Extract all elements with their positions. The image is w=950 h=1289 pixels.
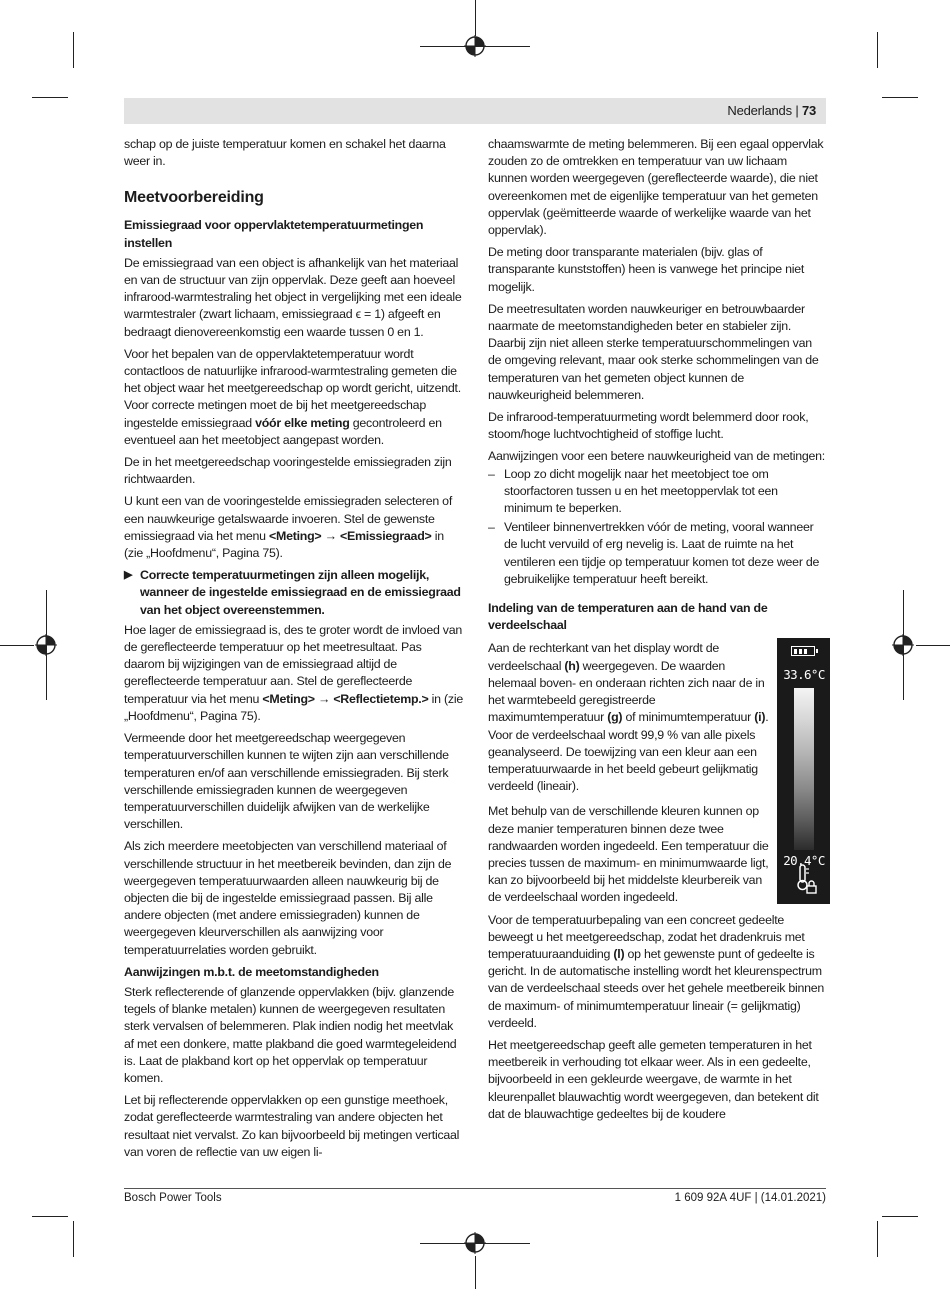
battery-icon bbox=[791, 646, 815, 656]
crop-mark bbox=[73, 32, 74, 68]
paragraph: Let bij reflecterende oppervlakken op een gunstige meethoek, zodat gereflecteerde warmtestraling van andere objecten het resultaat niet vervalst. Zo kan bijvoorbeeld bij metingen verticaal van voren de reflectie van uw eigen li- bbox=[124, 1093, 460, 1159]
crop-mark bbox=[32, 97, 68, 98]
header-language: Nederlands bbox=[727, 103, 792, 118]
paragraph: De in het meetgereedschap vooringestelde emissiegraden zijn richtwaarden. bbox=[124, 455, 452, 487]
footer-brand: Bosch Power Tools bbox=[124, 1192, 222, 1204]
safety-note-text: Correcte temperatuurmetingen zijn alleen mogelijk, wanneer de ingestelde emissiegraad en de emissiegraad van het object overeenstemmen. bbox=[140, 568, 461, 617]
crop-mark bbox=[877, 32, 878, 68]
temperature-scale-figure bbox=[777, 638, 830, 904]
crop-mark bbox=[882, 1216, 918, 1217]
paragraph: Voor het bepalen van de oppervlaktetemperatuur wordt contactloos de natuurlijke infrarood-warmtestraling gemeten die het object waar het meetgereedschap op wordt gericht, uitzendt. Voor correcte metingen moet de bij het meetgereedschap ingestelde emissiegraad vóór elke meting gecontroleerd en eventueel aan het meetobject aangepast worden. bbox=[124, 346, 461, 447]
paragraph: Aan de rechterkant van het display wordt de verdeelschaal (h) weergegeven. De waarden helemaal boven- en onderaan richten zich naar de in het warmtebeeld geregistreerde maximumtemperatuur (g) of minimumtemperatuur (i). Voor de verdeelschaal wordt 99,9 % van alle pixels geanalyseerd. De toewijzing van een kleur aan een temperatuurwaarde in het beeld gebeurt gelijkmatig verdeeld (lineair). bbox=[488, 641, 769, 794]
list-item bbox=[488, 466, 826, 518]
header-bar bbox=[124, 98, 826, 124]
list-item bbox=[488, 519, 826, 588]
paragraph: U kunt een van de vooringestelde emissiegraden selecteren of een nauwkeurige getalswaarde invoeren. Stel de gewenste emissiegraad via het menu <Meting> → <Emissiegraad> in (zie „Hoofdmenu“, Pagina 75). bbox=[124, 494, 453, 561]
list-item-text: Ventileer binnenvertrekken vóór de meting, vooral wanneer de lucht vervuild of erg nevelig is. Laat de ruimte na het ventileren een tijdje op temperatuur komen tot deze weer de gebruikelijke temperatuur heeft bereikt. bbox=[504, 520, 820, 586]
paragraph: Aanwijzingen voor een betere nauwkeurigheid van de metingen: bbox=[488, 449, 825, 464]
subsection-title: Emissiegraad voor oppervlaktetemperatuurmetingen instellen bbox=[124, 218, 424, 250]
max-temperature-label: 33.6°C bbox=[783, 667, 825, 683]
crop-mark bbox=[877, 1221, 878, 1257]
page-number: 73 bbox=[801, 103, 816, 118]
paragraph: De emissiegraad van een object is afhankelijk van het materiaal en van de structuur van zijn oppervlak. Deze geeft aan hoeveel infrarood-warmtestraling het object in vergelijking met een ideale warmtestraler (zwart lichaam, emissiegraad ϵ = 1) afgeeft en bedraagt dienovereenkomstig een waarde tussen 0 en 1. bbox=[124, 255, 462, 339]
paragraph: schap op de juiste temperatuur komen en schakel het daarna weer in. bbox=[124, 137, 446, 169]
right-column bbox=[488, 136, 826, 1128]
page-header bbox=[727, 103, 816, 118]
scale-section bbox=[488, 640, 826, 906]
color-scale-bar bbox=[794, 688, 814, 850]
paragraph: De meting door transparante materialen (bijv. glas of transparante kunststoffen) heen is vanwege het principe niet mogelijk. bbox=[488, 245, 805, 294]
crop-mark bbox=[475, 1256, 476, 1289]
footer-rule bbox=[124, 1188, 826, 1189]
safety-note bbox=[124, 567, 464, 619]
list-dash: – bbox=[488, 520, 495, 535]
crop-mark bbox=[475, 0, 476, 36]
section-title: Meetvoorbereiding bbox=[124, 189, 264, 207]
paragraph: Het meetgereedschap geeft alle gemeten temperaturen in het meetbereik in verhouding tot elkaar weer. Als in een gedeelte, bijvoorbeeld in een gekleurde weergave, de warmte in het kleurenpallet blauwachtig wordt weergegeven, dan betekent dit dat de blauwachtige gedeeltes bij de koudere bbox=[488, 1037, 819, 1121]
subsection-title: Indeling van de temperaturen aan de hand van de verdeelschaal bbox=[488, 601, 768, 633]
paragraph: Voor de temperatuurbepaling van een concreet gedeelte beweegt u het meetgereedschap, zodat het dradenkruis met temperatuuraanduiding (l) op het gewenste punt of gedeelte is gericht. In de automatische instelling wordt het kleurenspectrum van de verdeelschaal steeds over het gehele meetbereik binnen de maximum- of minimumtemperatuur lineair (= gelijkmatig) verdeeld. bbox=[488, 912, 825, 1030]
registration-mark-icon bbox=[35, 634, 57, 656]
crop-mark bbox=[32, 1216, 68, 1217]
paragraph: De meetresultaten worden nauwkeuriger en betrouwbaarder naarmate de meetomstandigheden beter en stabieler zijn. Daarbij zijn niet alleen sterke temperatuurschommelingen van de omgeving relevant, maar ook sterke schommelingen van de temperaturen van het gemeten object kunnen de nauwkeurigheid belemmeren. bbox=[488, 301, 819, 402]
arrow-right-icon: ▶ bbox=[124, 569, 133, 582]
paragraph: Vermeende door het meetgereedschap weergegeven temperatuurverschillen kunnen te wijten zijn aan verschillende temperaturen en/of aan verschillende emissiegraden. Bij sterk verschillende emissiegraden kunnen de weergegeven temperatuurverschillen duidelijk afwijken van de werkelijke verschillen. bbox=[124, 731, 449, 832]
list-item-text: Loop zo dicht mogelijk naar het meetobject toe om stoorfactoren tussen u en het meetoppervlak tot een minimum te beperken. bbox=[504, 466, 778, 516]
footer-doc-code: 1 609 92A 4UF | (14.01.2021) bbox=[674, 1192, 826, 1204]
thermometer-lock-icon bbox=[795, 864, 817, 894]
paragraph: Met behulp van de verschillende kleuren kunnen op deze manier temperaturen binnen deze twee randwaarden worden ingedeeld. Een temperatuur die precies tussen de maximum- en minimumwaarde ligt, kan zo bijvoorbeeld bij het middelste kleurbereik van de verdeelschaal worden ingedeeld. bbox=[488, 804, 769, 905]
list-dash: – bbox=[488, 466, 495, 481]
registration-mark-icon bbox=[464, 1232, 486, 1254]
crop-mark bbox=[73, 1221, 74, 1257]
left-column bbox=[124, 136, 464, 1166]
crop-mark bbox=[0, 645, 34, 646]
paragraph: Sterk reflecterende of glanzende oppervlakken (bijv. glanzende tegels of blanke metalen) kunnen de weergegeven resultaten sterk vervalsen of belemmeren. Plak indien nodig het meetvlak af met een donkere, matte plakband die goed warmtegeleidend is. Laat de plakband kort op het oppervlak op temperatuur komen. bbox=[124, 984, 457, 1085]
crop-mark bbox=[882, 97, 918, 98]
registration-mark-icon bbox=[464, 35, 486, 57]
subsection-title: Aanwijzingen m.b.t. de meetomstandigheden bbox=[124, 964, 379, 979]
paragraph: chaamswarmte de meting belemmeren. Bij een egaal oppervlak zouden zo de omtrekken en temperatuur van uw lichaam kunnen worden weergegeven (gereflecteerde waarde), die niet overeenkomen met de eigenlijke temperatuur van het gemeten oppervlak (geëmitteerde waarde of werkelijke waarde van het oppervlak). bbox=[488, 137, 824, 238]
min-temperature-label: 20.4°C bbox=[783, 853, 825, 869]
paragraph: Als zich meerdere meetobjecten van verschillend materiaal of verschillende structuur in het meetbereik bevinden, dan zijn de weergegeven temperatuurwaarden alleen nauwkeurig bij de objecten die bij de ingestelde emissiegraad passen. Bij alle andere objecten (met andere emissiegraden) kunnen de weergegeven kleurverschillen als aanwijzing voor temperatuurrelaties worden gebruikt. bbox=[124, 839, 452, 957]
paragraph: Hoe lager de emissiegraad is, des te groter wordt de invloed van de gereflecteerde temperatuur op het meetresultaat. Pas daarom bij wijzigingen van de emissiegraad altijd de gereflecteerde temperatuur aan. Stel de gereflecteerde temperatuur via het menu <Meting> → <Reflectietemp.> in (zie „Hoofdmenu“, Pagina 75). bbox=[124, 622, 463, 723]
registration-mark-icon bbox=[892, 634, 914, 656]
crop-mark bbox=[916, 645, 950, 646]
paragraph: De infrarood-temperatuurmeting wordt belemmerd door rook, stoom/hoge luchtvochtigheid of stoffige lucht. bbox=[488, 410, 809, 442]
header-separator: | bbox=[795, 103, 799, 118]
